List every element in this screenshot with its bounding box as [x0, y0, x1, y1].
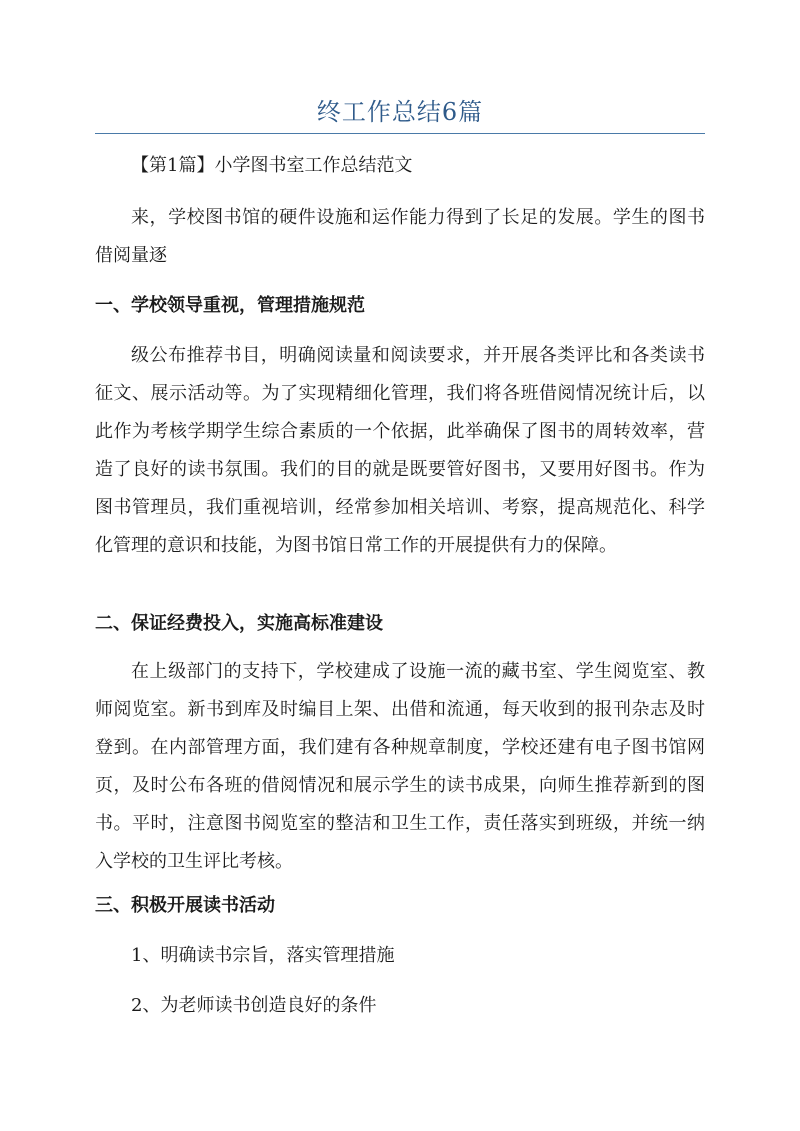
document-title: 终工作总结6篇: [316, 98, 484, 126]
section-3-heading: 三、积极开展读书活动: [95, 895, 275, 916]
title-divider: [95, 133, 705, 134]
section-3-item-2: 2、为老师读书创造良好的条件: [131, 995, 377, 1016]
section-1-body: 级公布推荐书目，明确阅读量和阅读要求，并开展各类评比和各类读书征文、展示活动等。为了实现精细化管理，我们将各班借阅情况统计后，以此作为考核学期学生综合素质的一个依据，此举确保了图书的周转效率，营造了良好的读书氛围。我们的目的就是既要管好图书，又要用好图书。作为图书管理员，我们重视培训，经常参加相关培训、考察，提高规范化、科学化管理的意识和技能，为图书馆日常工作的开展提供有力的保障。: [95, 345, 705, 556]
section-2-heading: 二、保证经费投入，实施高标准建设: [95, 613, 383, 634]
section-2-body: 在上级部门的支持下，学校建成了设施一流的藏书室、学生阅览室、教师阅览室。新书到库及时编目上架、出借和流通，每天收到的报刊杂志及时登到。在内部管理方面，我们建有各种规章制度，学校还建有电子图书馆网页，及时公布各班的借阅情况和展示学生的读书成果，向师生推荐新到的图书。平时，注意图书阅览室的整洁和卫生工作，责任落实到班级，并统一纳入学校的卫生评比考核。: [95, 661, 705, 872]
section-3-item-1: 1、明确读书宗旨，落实管理措施: [131, 945, 395, 966]
section-1-heading: 一、学校领导重视，管理措施规范: [95, 295, 365, 316]
intro-paragraph: 来，学校图书馆的硬件设施和运作能力得到了长足的发展。学生的图书借阅量逐: [95, 207, 705, 266]
article-subtitle: 【第1篇】小学图书室工作总结范文: [131, 155, 413, 176]
